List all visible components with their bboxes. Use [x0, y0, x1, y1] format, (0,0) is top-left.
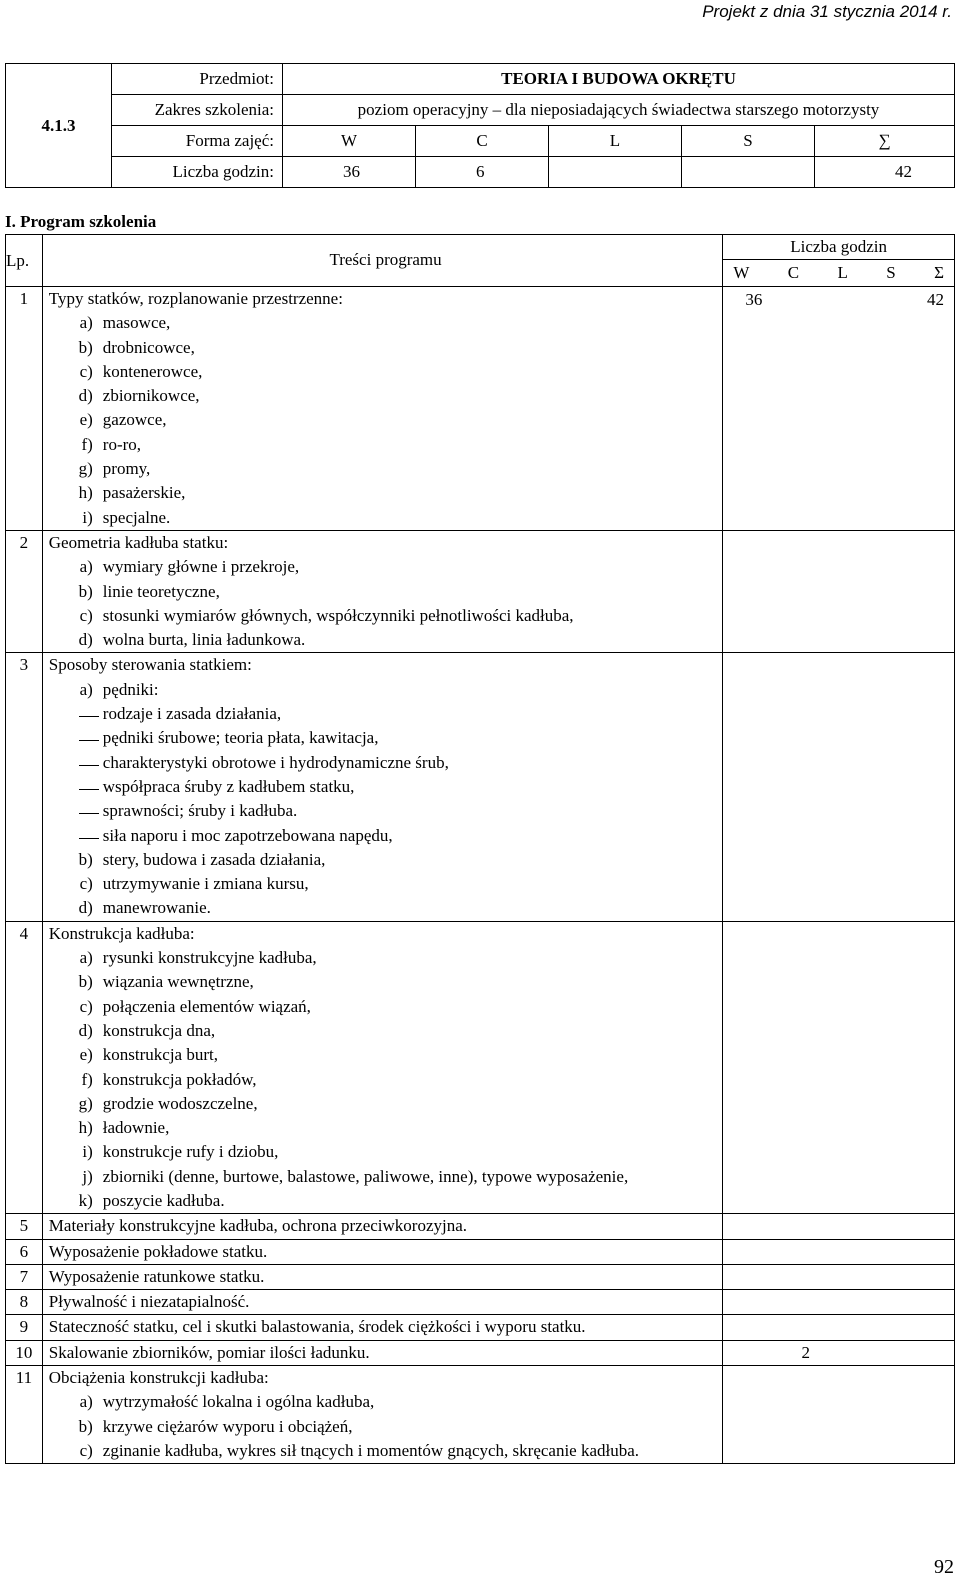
- row-hours: [723, 530, 955, 652]
- item-text: manewrowanie.: [102, 898, 211, 918]
- list-item: [49, 1165, 723, 1189]
- document-header: Projekt z dnia 31 stycznia 2014 r.: [702, 2, 952, 21]
- header-hour-cols: [723, 260, 955, 287]
- row-title: Obciążenia konstrukcji kadłuba:: [48, 1368, 269, 1388]
- program-row: [6, 1214, 955, 1239]
- form-l: L: [549, 126, 682, 157]
- program-row: [6, 1366, 955, 1464]
- program-row: [6, 287, 955, 531]
- item-text: drobnicowce,: [102, 337, 195, 357]
- list-item: [49, 457, 723, 481]
- row-hours: [723, 1315, 955, 1340]
- item-text: rysunki konstrukcyjne kadłuba,: [102, 948, 317, 968]
- row-content: [42, 1340, 723, 1365]
- item-marker: d): [78, 386, 93, 406]
- item-marker: e): [79, 410, 93, 430]
- item-marker: c): [79, 605, 93, 625]
- row-content: [42, 653, 723, 921]
- row-number: 1: [6, 287, 43, 531]
- hours-w: 36: [283, 157, 416, 188]
- list-item: [49, 1092, 723, 1116]
- item-marker: c): [79, 874, 93, 894]
- dash-marker: [49, 799, 101, 823]
- item-text: sprawności; śruby i kadłuba.: [102, 801, 298, 821]
- scope-value: poziom operacyjny – dla nieposiadających świadectwa starszego motorzysty: [283, 95, 955, 126]
- item-marker: f): [81, 1069, 93, 1089]
- col-sum: Σ: [934, 263, 944, 282]
- form-c: C: [416, 126, 549, 157]
- item-text: ro-ro,: [102, 434, 142, 454]
- program-row: [6, 1264, 955, 1289]
- header-lp: Lp.: [6, 235, 43, 287]
- row-hours: [723, 1340, 955, 1365]
- program-row: [6, 1315, 955, 1340]
- row-title: Sposoby sterowania statkiem:: [48, 655, 252, 675]
- item-text: zbiorniki (denne, burtowe, balastowe, paliwowe, inne), typowe wyposażenie,: [102, 1166, 629, 1186]
- page-number: 92: [934, 1556, 954, 1578]
- row-number: 10: [6, 1340, 43, 1365]
- subject-label: Przedmiot:: [112, 64, 283, 95]
- item-text: wiązania wewnętrzne,: [102, 972, 254, 992]
- program-row: [6, 1290, 955, 1315]
- program-table: [5, 234, 955, 1464]
- list-item: [49, 1116, 723, 1140]
- header-content: Treści programu: [42, 235, 723, 287]
- row-content: [42, 287, 723, 531]
- item-marker: a): [79, 557, 93, 577]
- list-item: [49, 311, 723, 335]
- list-item: [49, 702, 723, 726]
- list-item: [49, 1043, 723, 1067]
- item-marker: d): [78, 630, 93, 650]
- scope-label: Zakres szkolenia:: [112, 95, 283, 126]
- item-text: ładownie,: [102, 1118, 170, 1138]
- item-marker: i): [82, 1142, 93, 1162]
- list-item: [49, 408, 723, 432]
- item-text: poszycie kadłuba.: [102, 1190, 225, 1210]
- item-text: pasażerskie,: [102, 483, 186, 503]
- item-text: krzywe ciężarów wyporu i obciążeń,: [102, 1416, 353, 1436]
- list-item: [49, 433, 723, 457]
- list-item: [49, 481, 723, 505]
- item-text: masowce,: [102, 313, 171, 333]
- item-text: zginanie kadłuba, wykres sił tnących i momentów gnących, skręcanie kadłuba.: [102, 1440, 640, 1460]
- item-marker: f): [81, 434, 93, 454]
- item-marker: c): [79, 996, 93, 1016]
- row-number: 3: [6, 653, 43, 921]
- item-marker: a): [79, 679, 93, 699]
- list-item: [49, 848, 723, 872]
- row-content: [42, 1315, 723, 1340]
- item-text: wolna burta, linia ładunkowa.: [102, 630, 306, 650]
- program-row: [6, 1340, 955, 1365]
- row-number: 5: [6, 1214, 43, 1239]
- list-item: [49, 580, 723, 604]
- list-item: [49, 896, 723, 920]
- form-label: Forma zajęć:: [112, 126, 283, 157]
- list-item: [49, 1140, 723, 1164]
- item-marker: b): [78, 337, 93, 357]
- program-row: [6, 530, 955, 652]
- item-marker: c): [79, 1440, 93, 1460]
- row-title: Pływalność i niezatapialność.: [48, 1292, 250, 1312]
- item-marker: a): [79, 1392, 93, 1412]
- row-title: Konstrukcja kadłuba:: [48, 923, 195, 943]
- row-content: [42, 1290, 723, 1315]
- item-text: zbiornikowce,: [102, 386, 200, 406]
- row-content: [42, 530, 723, 652]
- list-item: [49, 384, 723, 408]
- item-marker: a): [79, 948, 93, 968]
- item-marker: a): [79, 313, 93, 333]
- item-text: specjalne.: [102, 507, 171, 527]
- row-title: Materiały konstrukcyjne kadłuba, ochrona przeciwkorozyjna.: [48, 1216, 468, 1236]
- row-content: [42, 1366, 723, 1464]
- item-marker: i): [82, 507, 93, 527]
- item-text: wytrzymałość lokalna i ogólna kadłuba,: [102, 1392, 375, 1412]
- list-item: [49, 1019, 723, 1043]
- hours-label: Liczba godzin:: [112, 157, 283, 188]
- row-content: [42, 1214, 723, 1239]
- list-item: [49, 628, 723, 652]
- item-marker: g): [78, 459, 93, 479]
- item-text: linie teoretyczne,: [102, 581, 220, 601]
- col-w: W: [733, 263, 750, 282]
- item-text: wymiary główne i przekroje,: [102, 557, 300, 577]
- list-item: [49, 872, 723, 896]
- list-item: [49, 726, 723, 750]
- row-content: [42, 1264, 723, 1289]
- list-item: [49, 1068, 723, 1092]
- item-text: siła naporu i moc zapotrzebowana napędu,: [102, 825, 393, 845]
- item-text: charakterystyki obrotowe i hydrodynamiczne śrub,: [102, 752, 449, 772]
- row-title: Stateczność statku, cel i skutki balastowania, środek ciężkości i wyporu statku.: [48, 1317, 586, 1337]
- item-text: gazowce,: [102, 410, 167, 430]
- row-number: 8: [6, 1290, 43, 1315]
- row-number: 6: [6, 1239, 43, 1264]
- item-marker: g): [78, 1093, 93, 1113]
- item-marker: d): [78, 1020, 93, 1040]
- row-hours: [723, 287, 955, 531]
- row-number: 4: [6, 921, 43, 1214]
- hours-w-value: 36: [745, 290, 763, 309]
- header-hours: Liczba godzin: [723, 235, 955, 260]
- row-hours: [723, 1239, 955, 1264]
- item-text: utrzymywanie i zmiana kursu,: [102, 874, 309, 894]
- row-hours: [723, 921, 955, 1214]
- list-item: [49, 751, 723, 775]
- item-marker: d): [78, 898, 93, 918]
- list-item: [49, 604, 723, 628]
- hours-c-value: 2: [801, 1342, 810, 1362]
- item-text: promy,: [102, 459, 151, 479]
- program-title: I. Program szkolenia: [5, 212, 157, 231]
- list-item: [49, 1415, 723, 1439]
- col-s: S: [886, 263, 896, 282]
- item-text: konstrukcja dna,: [102, 1020, 216, 1040]
- col-c: C: [787, 263, 800, 282]
- item-marker: b): [78, 849, 93, 869]
- item-text: kontenerowce,: [102, 361, 203, 381]
- form-w: W: [283, 126, 416, 157]
- form-sum: ∑: [815, 126, 955, 157]
- list-item: [49, 555, 723, 579]
- row-title: Geometria kadłuba statku:: [48, 532, 229, 552]
- row-number: 2: [6, 530, 43, 652]
- row-number: 11: [6, 1366, 43, 1464]
- dash-marker: [49, 726, 101, 750]
- hours-c: 6: [416, 157, 549, 188]
- row-hours: [723, 1264, 955, 1289]
- item-marker: b): [78, 972, 93, 992]
- list-item: [49, 995, 723, 1019]
- subject-value: TEORIA I BUDOWA OKRĘTU: [283, 64, 955, 95]
- program-row: [6, 921, 955, 1214]
- list-item: [49, 360, 723, 384]
- dash-marker: [49, 775, 101, 799]
- item-marker: b): [78, 581, 93, 601]
- item-text: grodzie wodoszczelne,: [102, 1093, 258, 1113]
- dash-marker: [49, 824, 101, 848]
- hours-s: [682, 157, 815, 188]
- list-item: [49, 678, 723, 702]
- col-l: L: [837, 263, 848, 282]
- item-marker: e): [79, 1045, 93, 1065]
- item-marker: h): [78, 483, 93, 503]
- item-marker: k): [78, 1190, 93, 1210]
- row-title: Skalowanie zbiorników, pomiar ilości ładunku.: [48, 1342, 370, 1362]
- row-hours: [723, 1214, 955, 1239]
- item-text: stosunki wymiarów głównych, współczynniki pełnotliwości kadłuba,: [102, 605, 574, 625]
- list-item: [49, 1189, 723, 1213]
- list-item: [49, 775, 723, 799]
- dash-marker: [49, 751, 101, 775]
- section-number: 4.1.3: [6, 64, 112, 188]
- item-text: konstrukcja pokładów,: [102, 1069, 257, 1089]
- program-row: [6, 653, 955, 921]
- item-marker: b): [78, 1416, 93, 1436]
- item-marker: c): [79, 361, 93, 381]
- list-item: [49, 1390, 723, 1414]
- list-item: [49, 799, 723, 823]
- list-item: [49, 946, 723, 970]
- course-info-table: [5, 63, 955, 188]
- row-hours: [723, 653, 955, 921]
- item-marker: j): [82, 1166, 93, 1186]
- hours-sum-value: 42: [927, 290, 944, 309]
- dash-marker: [49, 702, 101, 726]
- row-hours: [723, 1290, 955, 1315]
- row-title: Wyposażenie ratunkowe statku.: [48, 1266, 265, 1286]
- item-marker: h): [78, 1118, 93, 1138]
- item-text: konstrukcja burt,: [102, 1045, 218, 1065]
- item-text: pędniki:: [102, 679, 159, 699]
- item-text: stery, budowa i zasada działania,: [102, 849, 326, 869]
- list-item: [49, 336, 723, 360]
- form-s: S: [682, 126, 815, 157]
- item-text: konstrukcje rufy i dziobu,: [102, 1142, 279, 1162]
- row-content: [42, 921, 723, 1214]
- row-title: Wyposażenie pokładowe statku.: [48, 1241, 268, 1261]
- list-item: [49, 970, 723, 994]
- list-item: [49, 824, 723, 848]
- row-title: Typy statków, rozplanowanie przestrzenne:: [48, 289, 343, 308]
- item-text: połączenia elementów wiązań,: [102, 996, 311, 1016]
- row-content: [42, 1239, 723, 1264]
- list-item: [49, 506, 723, 530]
- item-text: pędniki śrubowe; teoria płata, kawitacja,: [102, 728, 379, 748]
- row-number: 9: [6, 1315, 43, 1340]
- hours-sum: 42: [815, 157, 955, 188]
- row-hours: [723, 1366, 955, 1464]
- row-number: 7: [6, 1264, 43, 1289]
- item-text: rodzaje i zasada działania,: [102, 704, 282, 724]
- hours-l: [549, 157, 682, 188]
- list-item: [49, 1439, 723, 1463]
- program-row: [6, 1239, 955, 1264]
- item-text: współpraca śruby z kadłubem statku,: [102, 776, 355, 796]
